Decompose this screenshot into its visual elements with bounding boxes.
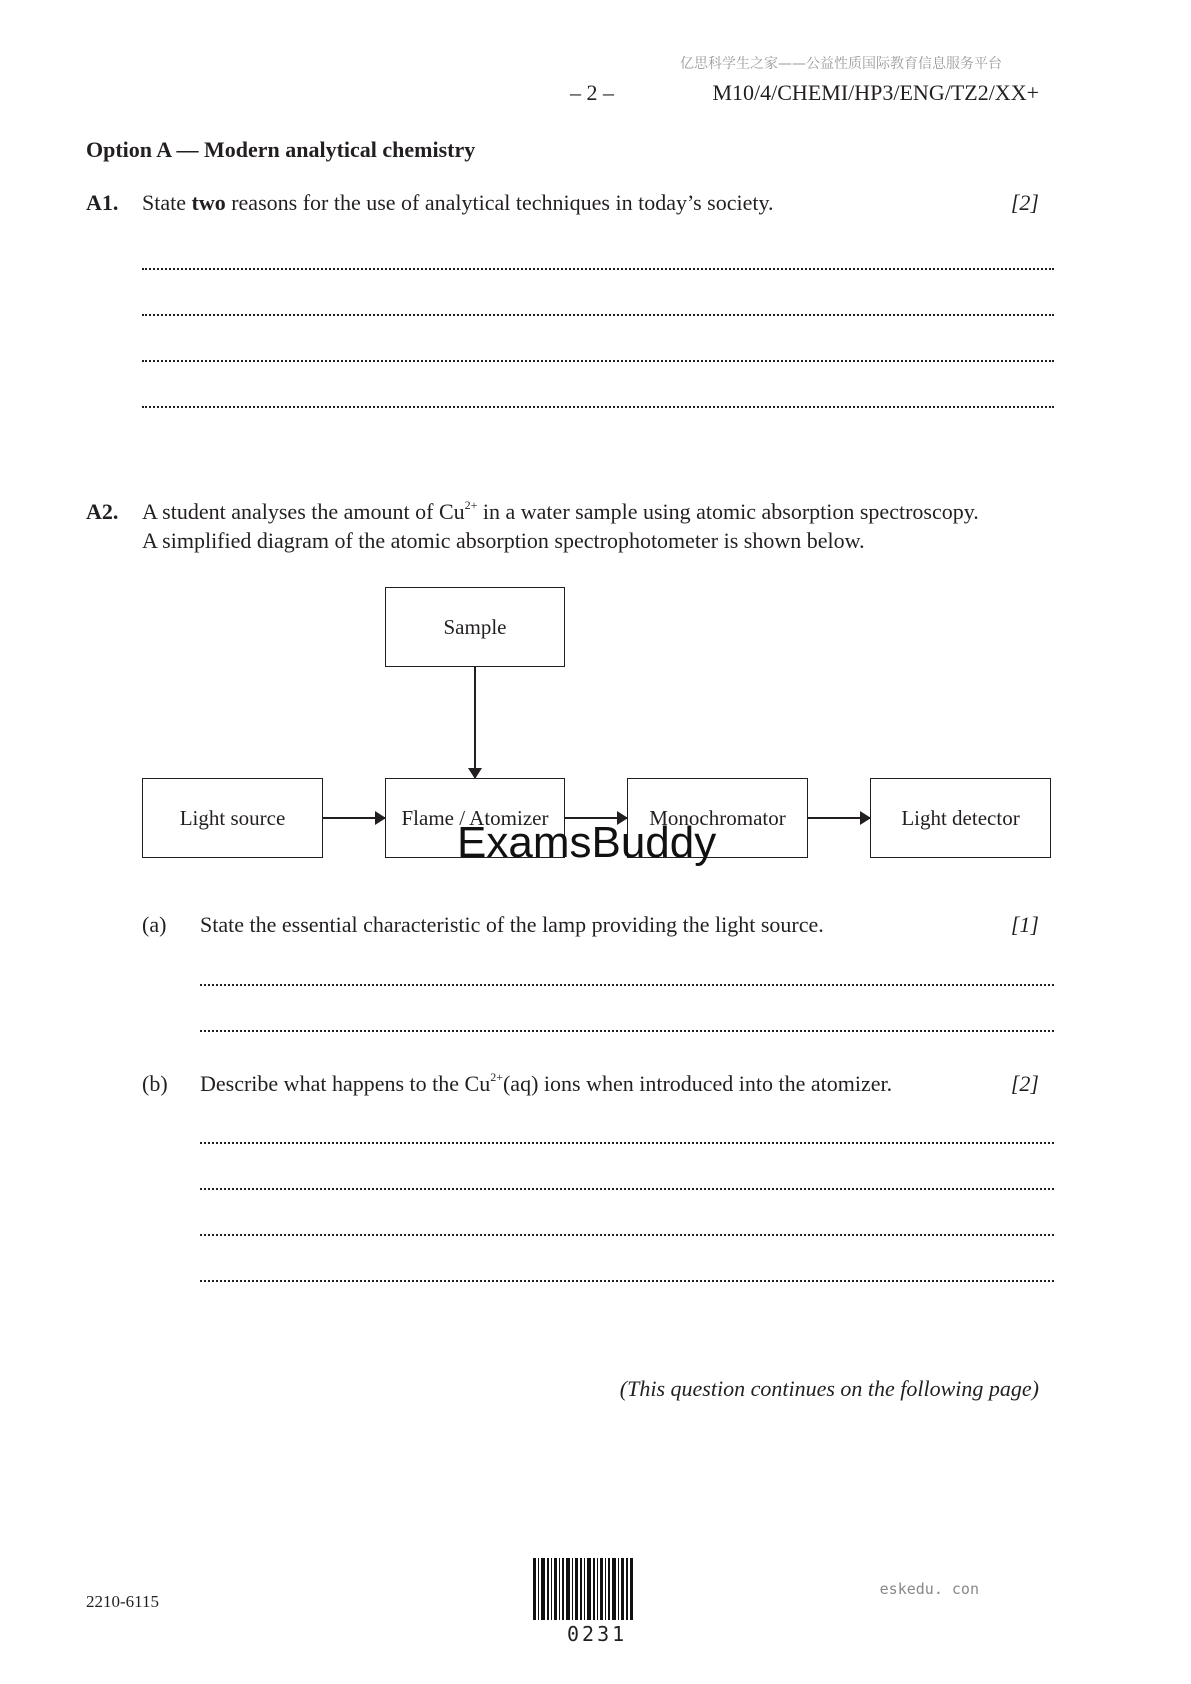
answer-line[interactable] [142, 248, 1054, 270]
question-a2-line1 [142, 499, 979, 525]
watermark-text: 亿思科学生之家——公益性质国际教育信息服务平台 [680, 56, 1002, 72]
section-title: Option A — Modern analytical chemistry [86, 137, 476, 162]
answer-line[interactable] [200, 964, 1054, 986]
part-a-text: State the essential characteristic of the lamp providing the light source. [200, 912, 824, 937]
answer-line[interactable] [142, 386, 1054, 408]
question-a2-number: A2. [86, 499, 119, 524]
answer-line[interactable] [200, 1214, 1054, 1236]
answer-line[interactable] [200, 1168, 1054, 1190]
arrow-right-icon [808, 817, 870, 819]
part-b-marks: [2] [1010, 1071, 1039, 1096]
superscript-charge: 2+ [490, 1070, 503, 1084]
question-a1-number: A1. [86, 190, 119, 215]
barcode-icon [533, 1558, 665, 1620]
diagram-box-monochromator: Monochromator [627, 778, 808, 858]
answer-line[interactable] [142, 294, 1054, 316]
answer-area-part-b[interactable] [200, 1122, 1054, 1282]
question-a1-text-post: reasons for the use of analytical techniques in today’s society. [225, 190, 774, 215]
arrow-right-icon [323, 817, 385, 819]
part-b-text-pre: Describe what happens to the Cu [200, 1071, 491, 1096]
answer-line[interactable] [142, 340, 1054, 362]
part-b-label: (b) [142, 1071, 168, 1096]
part-b-text [200, 1071, 892, 1097]
part-b-text-post: (aq) ions when introduced into the atomizer. [502, 1071, 893, 1096]
diagram-box-flame-atomizer: Flame / Atomizer [385, 778, 565, 858]
answer-area-part-a[interactable] [200, 964, 1054, 1032]
question-a1-text-bold: two [191, 190, 226, 215]
diagram-box-light-detector: Light detector [870, 778, 1051, 858]
arrow-down-icon [474, 667, 476, 778]
question-a1-marks: [2] [1010, 190, 1039, 215]
question-a2-line1-pre: A student analyses the amount of Cu [142, 499, 465, 524]
answer-line[interactable] [200, 1260, 1054, 1282]
brand-watermark: ExamsBuddy [457, 818, 717, 867]
part-a-marks: [1] [1010, 912, 1039, 937]
barcode-number: 0231 [567, 1622, 628, 1646]
question-a1-text-pre: State [142, 190, 192, 215]
question-a2-line2: A simplified diagram of the atomic absorption spectrophotometer is shown below. [142, 528, 865, 553]
footer-code: 2210-6115 [86, 1592, 160, 1611]
answer-line[interactable] [200, 1122, 1054, 1144]
diagram-box-sample: Sample [385, 587, 565, 667]
question-a2-line1-post: in a water sample using atomic absorption spectroscopy. [477, 499, 979, 524]
superscript-charge: 2+ [464, 498, 478, 512]
continue-note: (This question continues on the following page) [619, 1376, 1039, 1401]
question-a1-text [142, 190, 774, 216]
page-number: – 2 – [570, 80, 614, 105]
diagram-box-light-source: Light source [142, 778, 323, 858]
answer-line[interactable] [200, 1010, 1054, 1032]
part-a-label: (a) [142, 912, 167, 937]
answer-area-a1[interactable] [142, 248, 1054, 408]
paper-code: M10/4/CHEMI/HP3/ENG/TZ2/XX+ [712, 80, 1039, 105]
footer-site: eskedu. con [879, 1580, 979, 1598]
